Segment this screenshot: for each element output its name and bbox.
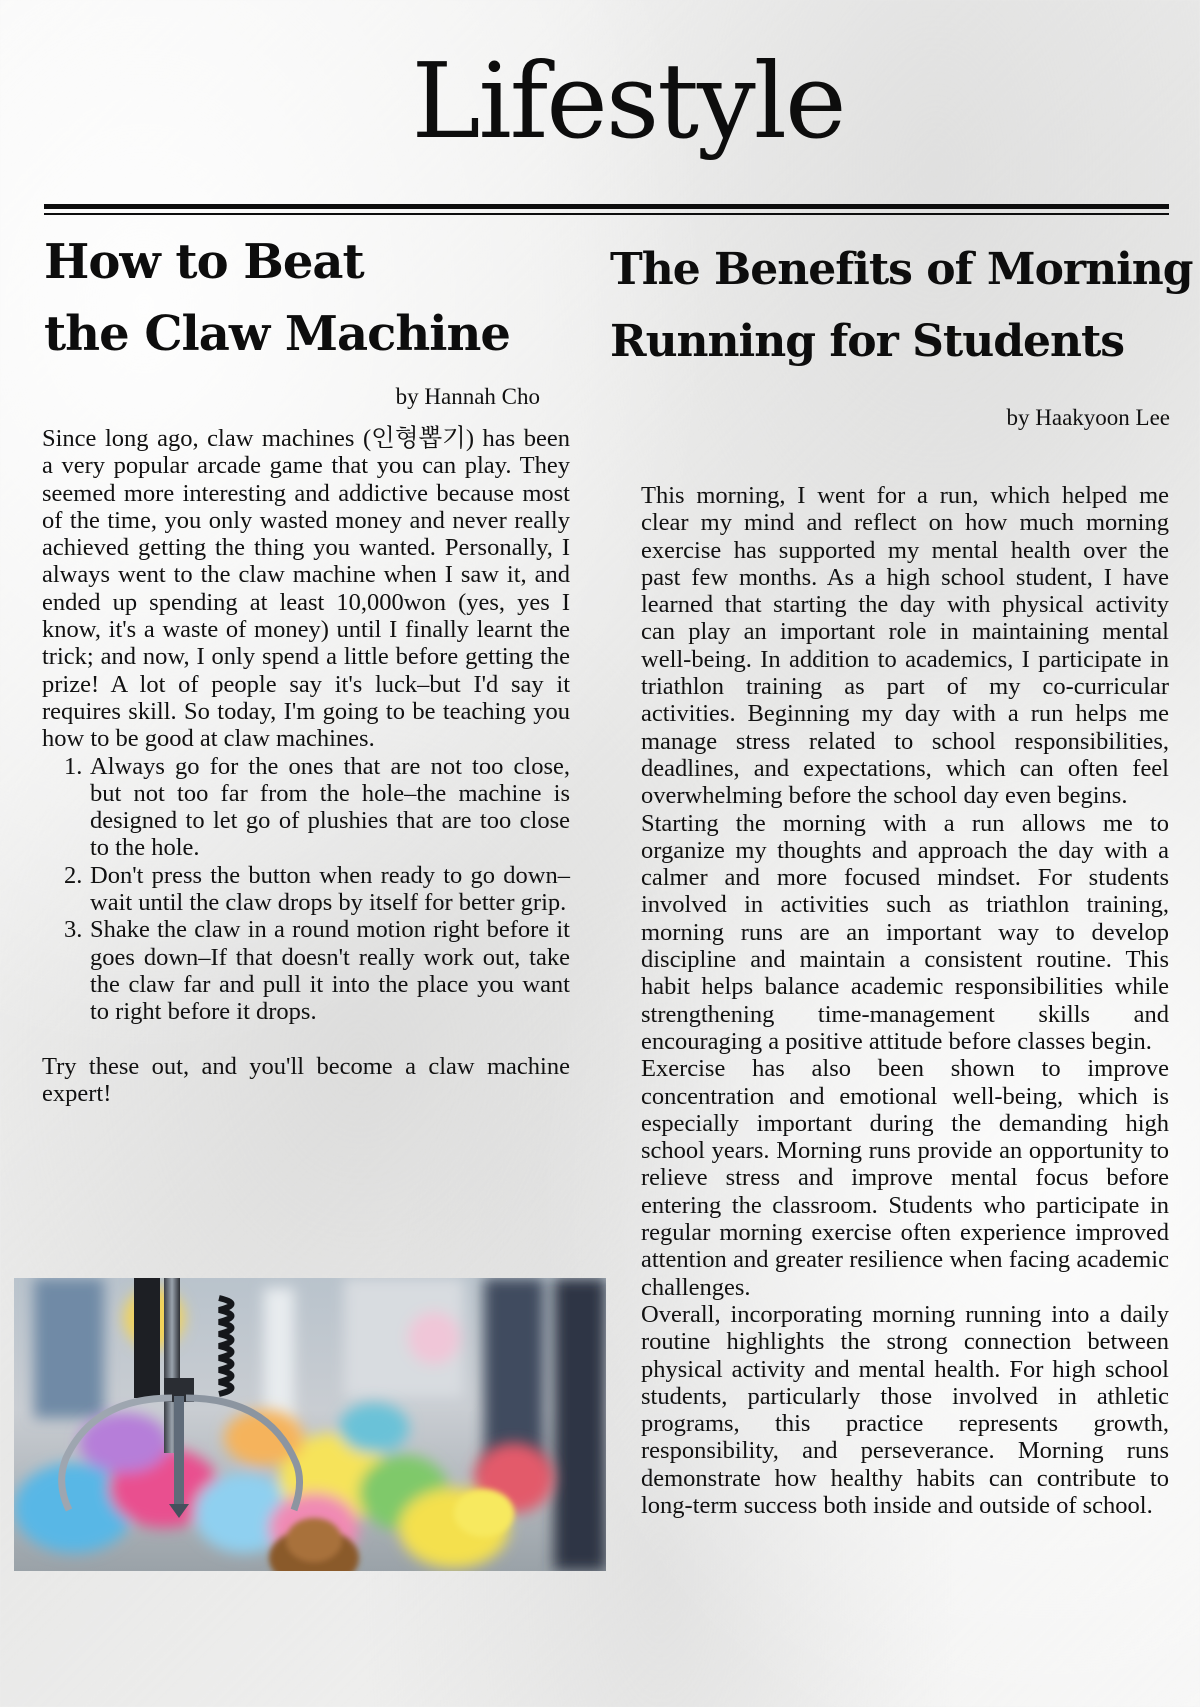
right-article-paragraph: This morning, I went for a run, which helped me clear my mind and reflect on how much morning exercise has supported my mental health over the past few months. As a high school student, I have learned that starting the day with physical activity can play an important role in maintaining mental well-being. In addition to academics, I participate in triathlon training as part of my co-curricular activities. Beginning my day with a run helps me manage stress related to school responsibilities, deadlines, and expectations, which can often feel overwhelming before the school day even begins. xyxy=(641,482,1169,810)
left-article-closing: Try these out, and you'll become a claw machine expert! xyxy=(42,1052,570,1107)
right-article-headline xyxy=(610,234,1193,378)
paragraph-gap xyxy=(42,1026,570,1053)
left-article-headline xyxy=(44,226,510,370)
right-article-byline: by Haakyoon Lee xyxy=(1006,405,1170,430)
right-headline-line-2: Running for Students xyxy=(610,316,1125,367)
right-article-paragraph: Exercise has also been shown to improve concentration and emotional well-being, which is especially important during the demanding high school years. Morning runs provide an opportunity to relieve stress and improve mental focus before entering the classroom. Students who participate in regular morning exercise often experience improved attention and greater resilience when facing academic challenges. xyxy=(641,1055,1169,1301)
tip-text: Always go for the ones that are not too close, but not too far from the hole–the machine is designed to let go of plushies that are too close to the hole. xyxy=(90,752,570,862)
tip-number: 2. xyxy=(64,861,83,889)
tip-item xyxy=(64,861,570,917)
right-headline-line-1: The Benefits of Morning xyxy=(610,244,1193,295)
left-headline-line-2: the Claw Machine xyxy=(44,306,510,362)
claw-machine-photo xyxy=(14,1278,606,1571)
right-article-paragraph: Starting the morning with a run allows me to organize my thoughts and approach the day with a calmer and more focused mindset. For students involved in activities such as triathlon training, morning runs are an important way to develop discipline and maintain a consistent routine. This habit helps balance academic responsibilities while strengthening time-management skills and encouraging a positive attitude before classes begin. xyxy=(641,809,1169,1055)
tip-item xyxy=(64,752,570,862)
tip-number: 3. xyxy=(64,916,83,944)
header-rule-thin xyxy=(44,213,1169,215)
section-title: Lifestyle xyxy=(411,40,845,162)
left-headline-line-1: How to Beat xyxy=(44,234,364,290)
tip-number: 1. xyxy=(64,752,83,780)
tip-text: Don't press the button when ready to go down–wait until the claw drops by itself for better grip. xyxy=(90,861,570,917)
header-rule-thick xyxy=(44,204,1169,209)
left-article-body xyxy=(42,425,570,1107)
tip-item xyxy=(64,916,570,1026)
right-article-body xyxy=(641,482,1169,1519)
right-article-paragraph: Overall, incorporating morning running into a daily routine highlights the strong connection between physical activity and mental health. For high school students, particularly those involved in athletic programs, this practice represents growth, responsibility, and perseverance. Morning runs demonstrate how healthy habits can contribute to long-term success both inside and outside of school. xyxy=(641,1300,1169,1519)
tips-list xyxy=(42,753,570,1026)
tip-text: Shake the claw in a round motion right before it goes down–If that doesn't really work out, take the claw far and pull it into the place you want to right before it drops. xyxy=(90,916,570,1026)
left-article-intro: Since long ago, claw machines (인형뽑기) has been a very popular arcade game that you can play. They seemed more interesting and addictive because most of the time, you only wasted money and never really achieved getting the thing you wanted. Personally, I always went to the claw machine when I saw it, and ended up spending at least 10,000won (yes, yes I know, it's a waste of money) until I finally learnt the trick; and now, I only spend a little before getting the prize! A lot of people say it's luck–but I'd say it requires skill. So today, I'm going to be teaching you how to be good at claw machines. xyxy=(42,425,570,753)
left-article-byline: by Hannah Cho xyxy=(395,384,540,409)
